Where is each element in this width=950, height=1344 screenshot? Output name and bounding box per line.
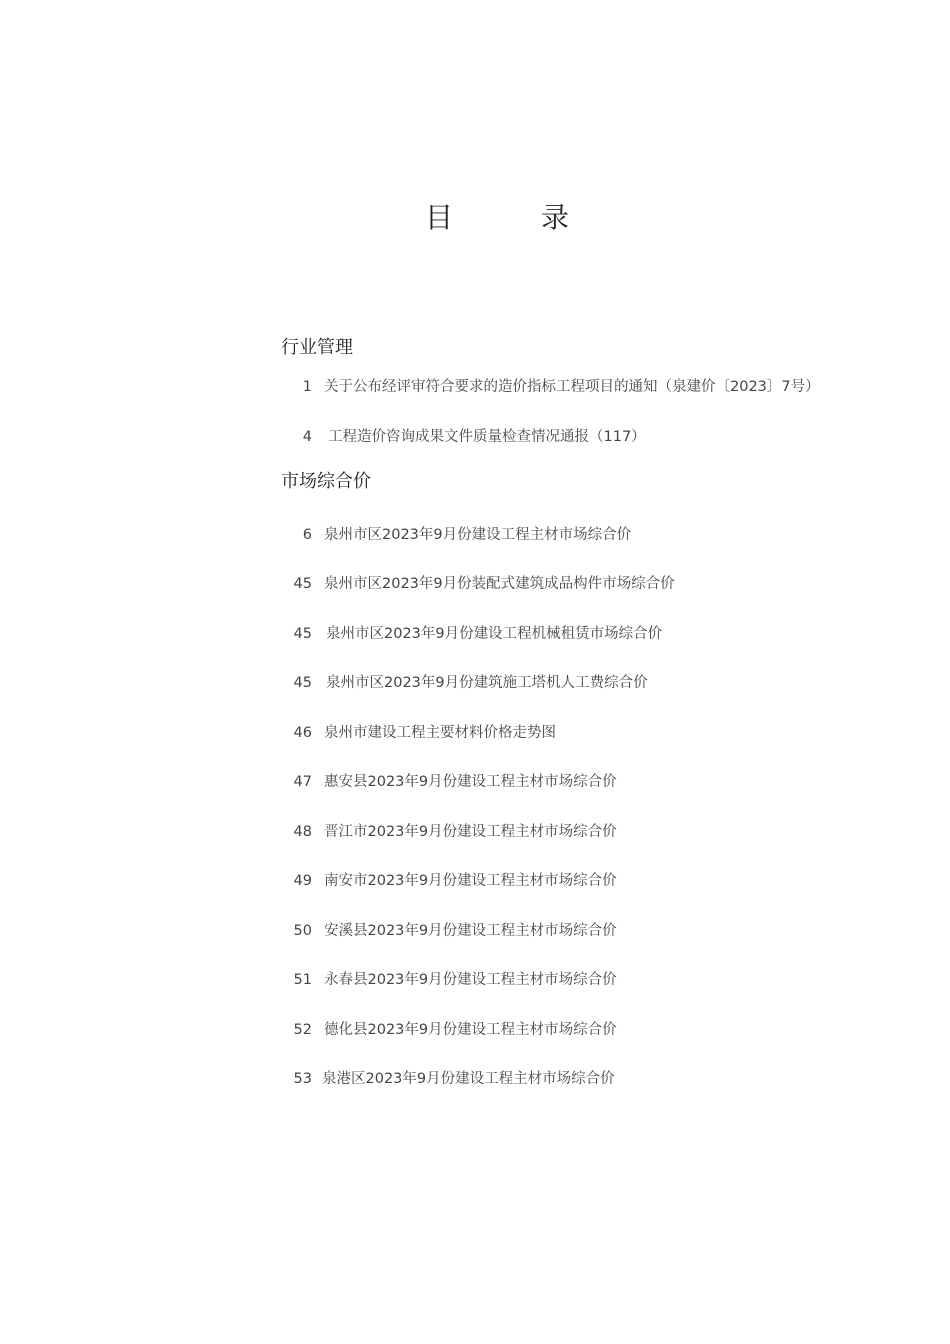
- toc-entry[interactable]: [280, 572, 675, 593]
- toc-page-number: 52: [293, 1022, 312, 1038]
- toc-entry-title: 永春县2023年9月份建设工程主材市场综合价: [324, 972, 617, 988]
- section-heading-market-price: 市场综合价: [281, 471, 371, 492]
- toc-entry-title: 泉州市区2023年9月份建设工程主材市场综合价: [324, 527, 632, 543]
- toc-entry[interactable]: [280, 1018, 617, 1039]
- toc-entry-title: 德化县2023年9月份建设工程主材市场综合价: [324, 1022, 617, 1038]
- toc-page-number: 4: [302, 429, 312, 445]
- toc-entry-title: 泉州市建设工程主要材料价格走势图: [324, 725, 556, 741]
- toc-entry-title: 泉州市区2023年9月份建筑施工塔机人工费综合价: [326, 675, 648, 691]
- toc-entry[interactable]: [280, 919, 617, 940]
- toc-entry[interactable]: [280, 622, 662, 643]
- toc-entry-title: 泉州市区2023年9月份建设工程机械租赁市场综合价: [326, 626, 663, 642]
- toc-entry-title: 安溪县2023年9月份建设工程主材市场综合价: [324, 923, 617, 939]
- page-title: 目 录: [424, 201, 599, 234]
- toc-entry[interactable]: [280, 869, 617, 890]
- toc-page-number: 6: [302, 527, 312, 543]
- toc-page-number: 46: [293, 725, 312, 741]
- toc-entry-title: 关于公布经评审符合要求的造价指标工程项目的通知（泉建价〔2023〕7号）: [324, 379, 820, 395]
- section-heading-industry-management: 行业管理: [281, 337, 353, 358]
- toc-entry[interactable]: [280, 375, 820, 396]
- toc-entry[interactable]: [280, 425, 646, 446]
- toc-entry[interactable]: [280, 1067, 615, 1088]
- toc-entry[interactable]: [280, 770, 617, 791]
- toc-entry[interactable]: [280, 820, 617, 841]
- toc-page-number: 49: [293, 873, 312, 889]
- toc-entry[interactable]: [280, 721, 556, 742]
- toc-entry-title: 泉港区2023年9月份建设工程主材市场综合价: [322, 1071, 615, 1087]
- toc-page-number: 1: [302, 379, 312, 395]
- toc-entry[interactable]: [280, 671, 648, 692]
- toc-entry-title: 惠安县2023年9月份建设工程主材市场综合价: [324, 774, 617, 790]
- toc-entry-title: 泉州市区2023年9月份装配式建筑成品构件市场综合价: [324, 576, 675, 592]
- toc-page-number: 48: [293, 824, 312, 840]
- toc-page-number: 50: [293, 923, 312, 939]
- toc-page-number: 45: [293, 626, 312, 642]
- toc-page-number: 51: [293, 972, 312, 988]
- toc-page-number: 45: [293, 675, 312, 691]
- toc-entry[interactable]: [280, 523, 631, 544]
- toc-entry-title: 晋江市2023年9月份建设工程主材市场综合价: [324, 824, 617, 840]
- toc-page-number: 45: [293, 576, 312, 592]
- toc-page-number: 47: [293, 774, 312, 790]
- toc-entry[interactable]: [280, 968, 617, 989]
- toc-entry-title: 工程造价咨询成果文件质量检查情况通报（117）: [328, 429, 646, 445]
- toc-entry-title: 南安市2023年9月份建设工程主材市场综合价: [324, 873, 617, 889]
- toc-page-number: 53: [293, 1071, 312, 1087]
